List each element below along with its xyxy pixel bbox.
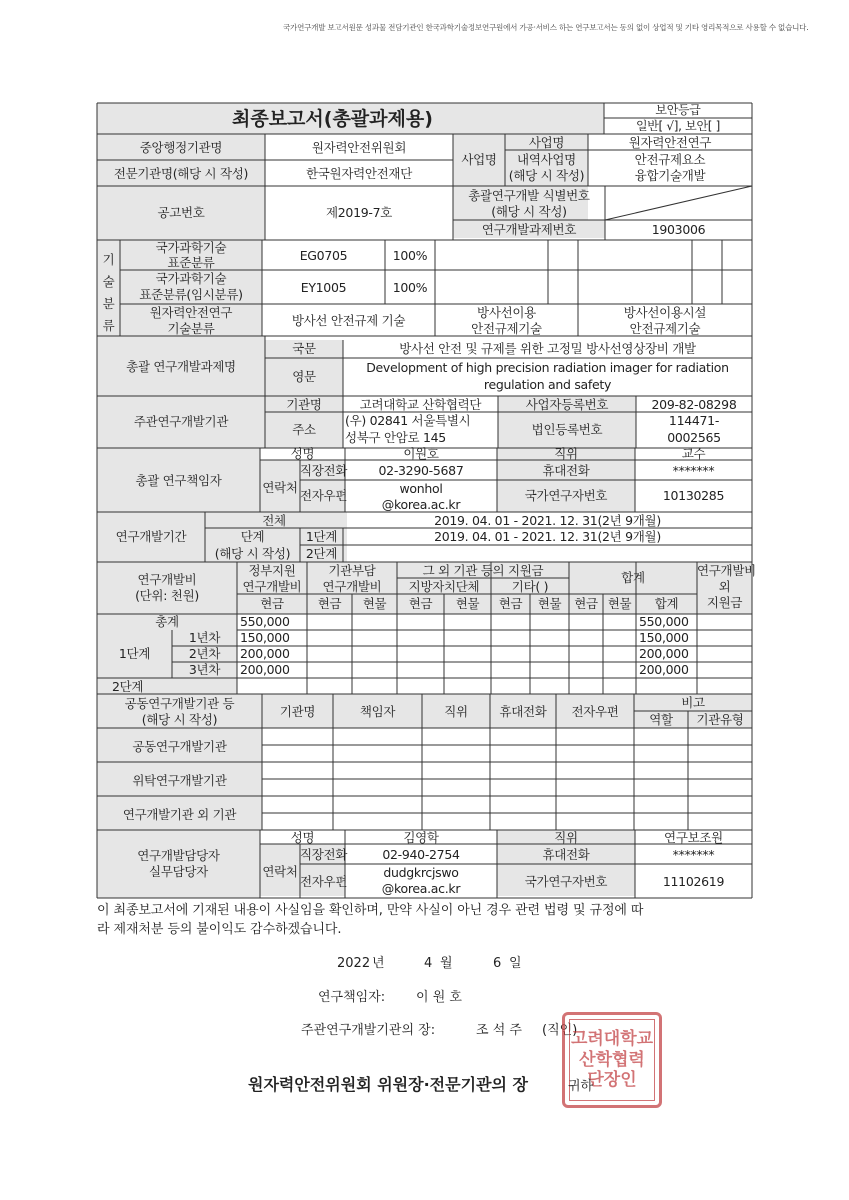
budget-other-head: 그 외 기관 등의 지원금 — [422, 563, 544, 578]
specialist-agency-value: 한국원자력안전재단 — [306, 166, 412, 181]
joint-col-role: 역할 — [649, 712, 673, 727]
joint-row-joint: 공동연구개발기관 — [132, 739, 227, 754]
date-day-unit: 일 — [509, 956, 522, 971]
business-main-value: 원자력안전연구 — [628, 135, 712, 150]
budget-org-head-2: 연구개발비 — [322, 579, 382, 594]
stamp-text-2: 산학협력 — [579, 1049, 645, 1070]
biz-reg-label: 사업자등록번호 — [525, 397, 609, 412]
tech-class-1-label: 국가과학기술 — [155, 240, 227, 255]
period-stage-label: 단계 — [240, 529, 265, 544]
date-month-unit: 월 — [440, 956, 453, 971]
staff-mobile-label: 휴대전화 — [542, 847, 590, 862]
page-title: 최종보고서(총괄과제용) — [232, 108, 433, 130]
budget-year2-label: 2년차 — [188, 646, 221, 661]
staff-office: 02-940-2754 — [382, 847, 460, 862]
tech-class-3-code: 방사선 안전규제 기술 — [291, 313, 406, 328]
business-sub-value-2: 융합기술개발 — [634, 168, 706, 183]
pi-sign-label: 연구책임자: — [318, 990, 386, 1005]
business-main-label: 사업명 — [528, 135, 565, 150]
budget-sum-kind-head: 현물 — [607, 596, 632, 611]
tech-class-3-extra2-2: 안전규제기술 — [629, 321, 701, 336]
tech-class-3-extra1-2: 안전규제기술 — [471, 321, 542, 336]
stamp-text-3: 단장인 — [587, 1070, 637, 1091]
head-seal-label: (직인) — [542, 1023, 578, 1038]
task-name-kor: 방사선 안전 및 규제를 위한 고정밀 방사선영상장비 개발 — [399, 341, 696, 356]
budget-etc-head: 기타( ) — [511, 579, 549, 594]
task-name-eng: Development of high precision radiation imager for radiation — [366, 360, 729, 375]
pi-office: 02-3290-5687 — [378, 463, 464, 478]
budget-total-label: 총계 — [155, 614, 179, 629]
host-org-label: 주관연구개발기관 — [133, 414, 229, 429]
agency-value: 원자력안전위원회 — [311, 140, 407, 155]
overall-id-note: (해당 시 작성) — [491, 204, 567, 219]
budget-total-sum: 550,000 — [639, 614, 689, 629]
corp-reg-label: 법인등록번호 — [531, 422, 603, 437]
budget-sum-col-head: 합계 — [654, 596, 679, 611]
pi-name-label: 성명 — [290, 446, 315, 461]
budget-support-head-3: 지원금 — [706, 595, 743, 610]
certification-line-1: 이 최종보고서에 기재된 내용이 사실임을 확인하며, 만약 사실이 아닌 경우 관련 법령 및 규정에 따 — [97, 903, 644, 918]
footer-addressee: 원자력안전위원회 위원장·전문기관의 장 — [248, 1075, 528, 1094]
joint-label: 공동연구개발기관 등 — [124, 696, 235, 711]
pi-mobile-label: 휴대전화 — [542, 463, 590, 478]
staff-office-label: 직장전화 — [300, 847, 348, 862]
pi-office-label: 직장전화 — [300, 463, 348, 478]
budget-year1-gov: 150,000 — [240, 630, 290, 645]
budget-sum-head: 합계 — [621, 570, 645, 585]
pi-name: 이원호 — [403, 446, 439, 461]
staff-label-2: 실무담당자 — [149, 864, 208, 879]
budget-year2-sum: 200,000 — [639, 646, 689, 661]
biz-reg-value: 209-82-08298 — [651, 397, 737, 412]
certification-line-2: 라 제재처분 등의 불이익도 감수하겠습니다. — [97, 922, 342, 937]
pi-position: 교수 — [681, 446, 706, 461]
staff-name-label: 성명 — [290, 830, 315, 845]
staff-name: 김영학 — [403, 830, 439, 845]
tech-class-side-3: 분 — [102, 296, 115, 311]
pi-position-label: 직위 — [554, 446, 578, 461]
date-year: 2022 — [337, 956, 371, 971]
joint-col-email: 전자우편 — [571, 704, 619, 719]
pi-natl-id-label: 국가연구자번호 — [524, 488, 608, 503]
joint-col-remark: 비고 — [681, 695, 705, 710]
budget-year3-gov: 200,000 — [240, 662, 290, 677]
pi-email-label: 전자우편 — [300, 488, 348, 503]
host-org-addr-2: 성북구 안암로 145 — [345, 430, 446, 445]
business-label: 사업명 — [461, 152, 497, 167]
budget-label: 연구개발비 — [137, 572, 197, 587]
task-number-label: 연구개발과제번호 — [481, 222, 577, 237]
pi-sign-name: 이 원 호 — [416, 990, 462, 1005]
staff-email-2: @korea.ac.kr — [381, 881, 461, 896]
joint-row-external: 연구개발기관 외 기관 — [122, 807, 237, 822]
security-label: 보안등급 — [655, 103, 701, 117]
pi-mobile: ******* — [672, 463, 715, 478]
pi-contact-label: 연락처 — [262, 480, 298, 495]
tech-class-3-extra1: 방사선이용 — [477, 305, 536, 320]
staff-position-label: 직위 — [554, 830, 578, 845]
tech-class-2-code: EY1005 — [300, 280, 347, 295]
budget-year2-gov: 200,000 — [240, 646, 290, 661]
announcement-label: 공고번호 — [157, 205, 205, 220]
budget-local-cash-head: 현금 — [408, 596, 433, 611]
budget-year3-sum: 200,000 — [639, 662, 689, 677]
pi-natl-id: 10130285 — [662, 488, 725, 503]
joint-col-mobile: 휴대전화 — [499, 704, 547, 719]
period-total-label: 전체 — [262, 513, 286, 528]
host-org-addr-label: 주소 — [292, 422, 316, 437]
joint-note: (해당 시 작성) — [141, 712, 218, 727]
budget-gov-head-2: 연구개발비 — [242, 579, 302, 594]
budget-sum-cash-head: 현금 — [574, 596, 598, 611]
period-total: 2019. 04. 01 - 2021. 12. 31(2년 9개월) — [434, 513, 661, 528]
security-value: 일반[ √], 보안[ ] — [635, 119, 721, 133]
budget-support-head-2: 외 — [718, 579, 731, 594]
task-number-value: 1903006 — [651, 222, 706, 237]
budget-etc-cash-head: 현금 — [498, 596, 523, 611]
budget-local-kind-head: 현물 — [455, 596, 480, 611]
head-sign-name: 조 석 주 — [476, 1023, 522, 1038]
stamp-text-1: 고려대학교 — [570, 1029, 654, 1050]
budget-total-gov: 550,000 — [240, 614, 290, 629]
budget-org-kind-head: 현물 — [362, 596, 387, 611]
footer-suffix: 귀하 — [568, 1079, 594, 1094]
tech-class-side-1: 기 — [102, 252, 115, 267]
pi-email: wonhol — [399, 481, 443, 496]
period-stage2-label: 2단계 — [305, 546, 338, 561]
period-stage1: 2019. 04. 01 - 2021. 12. 31(2년 9개월) — [434, 529, 661, 544]
tech-class-1-code: EG0705 — [299, 248, 348, 263]
specialist-agency-label: 전문기관명(해당 시 작성) — [113, 166, 249, 181]
tech-class-3-label: 원자력안전연구 — [149, 305, 233, 320]
staff-natl-id-label: 국가연구자번호 — [524, 874, 608, 889]
budget-year3-label: 3년차 — [188, 662, 221, 677]
staff-natl-id: 11102619 — [662, 874, 725, 889]
staff-contact-label: 연락처 — [262, 864, 298, 879]
task-name-kor-label: 국문 — [292, 341, 316, 356]
budget-gov-head: 정부지원 — [248, 563, 296, 578]
period-label: 연구개발기간 — [115, 529, 187, 544]
budget-org-cash-head: 현금 — [317, 596, 342, 611]
date-month: 4 — [424, 956, 433, 971]
budget-stage1-label: 1단계 — [118, 646, 151, 661]
host-org-name: 고려대학교 산학협력단 — [359, 397, 482, 412]
budget-etc-kind-head: 현물 — [537, 596, 562, 611]
joint-col-head: 책임자 — [359, 704, 396, 719]
budget-gov-cash-head: 현금 — [260, 596, 284, 611]
joint-col-type: 기관유형 — [696, 712, 744, 727]
agency-label: 중앙행정기관명 — [139, 140, 223, 155]
copyright-notice: 국가연구개발 보고서원문 성과물 전담기관인 한국과학기술정보연구원에서 가공·서비스 하는 연구보고서는 동의 없이 상업적 및 기타 영리목적으로 사용할 수 없습니다. — [283, 23, 809, 32]
period-stage1-label: 1단계 — [305, 529, 338, 544]
period-stage-note: (해당 시 작성) — [214, 546, 291, 561]
budget-unit: (단위: 천원) — [135, 588, 199, 603]
overall-id-label: 총괄연구개발 식별번호 — [468, 188, 590, 203]
business-sub-label: 내역사업명 — [517, 152, 576, 167]
tech-class-3-label-2: 기술분류 — [167, 321, 215, 336]
task-name-eng-label: 영문 — [292, 369, 316, 384]
head-sign-label: 주관연구개발기관의 장: — [301, 1023, 436, 1038]
joint-col-position: 직위 — [444, 704, 468, 719]
staff-label: 연구개발담당자 — [137, 848, 220, 863]
corp-reg-value: 114471- — [668, 413, 720, 428]
task-name-eng-2: regulation and safety — [483, 377, 612, 392]
staff-email-label: 전자우편 — [300, 874, 348, 889]
staff-position: 연구보조원 — [664, 830, 723, 845]
budget-local-head: 지방자치단체 — [408, 579, 480, 594]
tech-class-2-pct: 100% — [392, 280, 428, 295]
staff-mobile: ******* — [672, 847, 715, 862]
task-name-label: 총괄 연구개발과제명 — [126, 359, 236, 374]
tech-class-1-pct: 100% — [392, 248, 428, 263]
date-day: 6 — [493, 956, 502, 971]
budget-support-head: 연구개발비 — [697, 563, 756, 578]
budget-org-head: 기관부담 — [328, 563, 376, 578]
joint-row-consign: 위탁연구개발기관 — [132, 773, 227, 788]
tech-class-side-2: 술 — [102, 274, 115, 289]
corp-reg-value-2: 0002565 — [667, 430, 721, 445]
announcement-value: 제2019-7호 — [325, 205, 393, 220]
business-sub-note: (해당 시 작성) — [508, 168, 585, 183]
pi-label: 총괄 연구책임자 — [135, 473, 222, 488]
budget-year1-sum: 150,000 — [639, 630, 689, 645]
tech-class-1-label-2: 표준분류 — [167, 255, 215, 270]
tech-class-side-4: 류 — [102, 318, 115, 333]
budget-year1-label: 1년차 — [188, 630, 221, 645]
tech-class-2-label-2: 표준분류(임시분류) — [139, 287, 243, 302]
joint-col-org: 기관명 — [279, 704, 316, 719]
business-sub-value: 안전규제요소 — [634, 152, 706, 167]
host-org-name-label: 기관명 — [286, 397, 322, 412]
pi-email-2: @korea.ac.kr — [381, 497, 461, 512]
budget-stage2-label: 2단계 — [112, 679, 144, 694]
date-year-unit: 년 — [372, 956, 385, 971]
host-org-addr: (우) 02841 서울특별시 — [345, 413, 471, 428]
tech-class-3-extra2: 방사선이용시설 — [623, 305, 707, 320]
staff-email: dudgkrcjswo — [383, 865, 459, 880]
tech-class-2-label: 국가과학기술 — [155, 271, 227, 286]
